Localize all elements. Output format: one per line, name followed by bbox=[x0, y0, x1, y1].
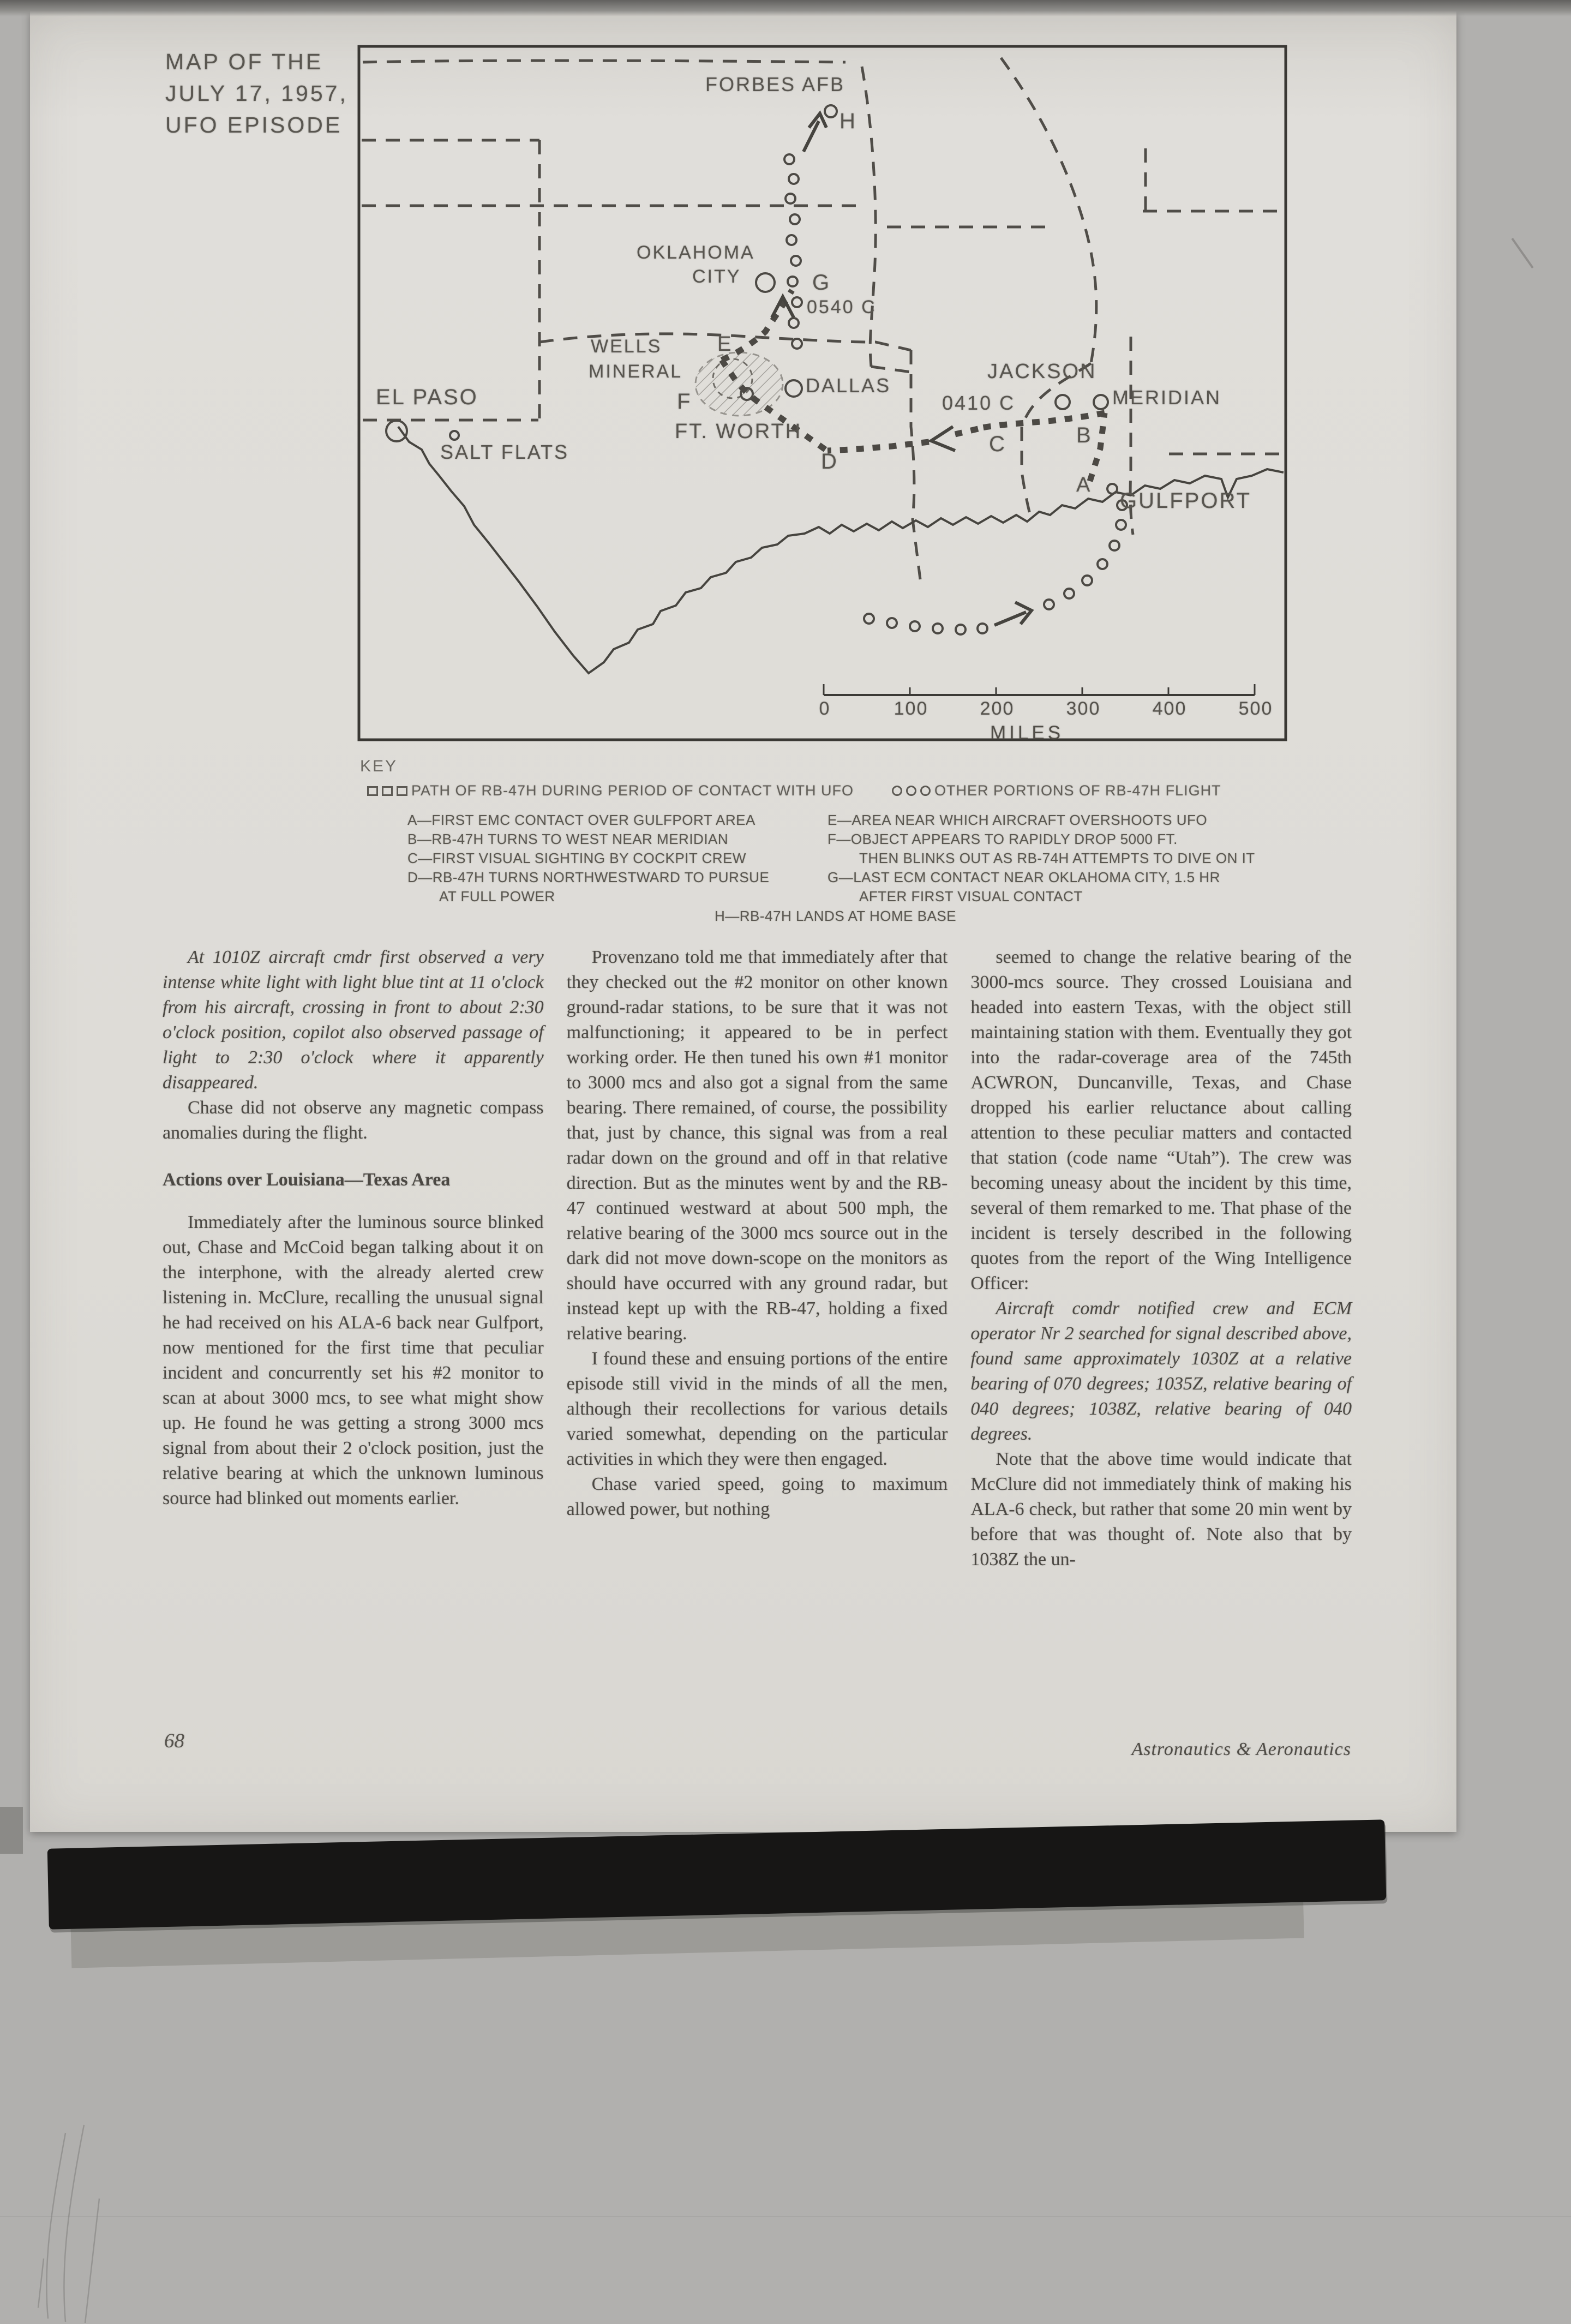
map-label-city: CITY bbox=[692, 266, 741, 287]
map-label-d: D bbox=[821, 450, 838, 474]
legend-item-a: A—FIRST EMC CONTACT OVER GULFPORT AREA bbox=[407, 812, 755, 828]
circle-path-icon bbox=[920, 786, 931, 796]
map-label-gulfport: GULFPORT bbox=[1120, 489, 1252, 513]
article-column-2 bbox=[567, 945, 948, 1572]
paragraph: At 1010Z aircraft cmdr first observed a very intense white light with light blue tint at 11 o'clock from his aircraft, crossing in front to about 2:30 o'clock position, copilot also observed passage of light to 2:30 o'clock where it apparently disappeared. bbox=[163, 947, 544, 1093]
page-number: 68 bbox=[164, 1730, 184, 1752]
map-label-c: C bbox=[989, 432, 1006, 456]
map-label-ft-worth: FT. WORTH bbox=[675, 420, 802, 443]
map-label-mineral: MINERAL bbox=[589, 361, 683, 382]
paragraph-quote: Aircraft comdr notified crew and ECM operator Nr 2 searched for signal described above, found same approximately 1030Z at a relative bearing of 070 degrees; 1035Z, relative bearing of 040 degrees; 1038Z, relative bearing of 040 degrees. bbox=[970, 1298, 1352, 1444]
map-label-c-time: 0410 C bbox=[942, 392, 1016, 414]
scale-tick: 100 bbox=[894, 698, 928, 719]
circle-path-icon bbox=[906, 786, 916, 796]
figure-title-line-1: MAP OF THE bbox=[165, 49, 323, 74]
section-heading: Actions over Louisiana—Texas Area bbox=[163, 1170, 451, 1190]
scale-tick: 400 bbox=[1152, 698, 1187, 719]
article-column-3 bbox=[970, 945, 1352, 1572]
pencil-scratches bbox=[32, 2095, 173, 2324]
map-label-salt-flats: SALT FLATS bbox=[440, 441, 569, 463]
legend-item-f: F—OBJECT APPEARS TO RAPIDLY DROP 5000 FT. bbox=[828, 831, 1178, 847]
square-path-icon bbox=[382, 786, 393, 796]
article-column-1 bbox=[163, 945, 544, 1572]
figure-title-line-3: UFO EPISODE bbox=[165, 112, 343, 137]
legend-item-d: D—RB-47H TURNS NORTHWESTWARD TO PURSUE bbox=[407, 869, 770, 885]
map-label-g-time: 0540 C bbox=[807, 297, 877, 318]
square-path-icon bbox=[397, 786, 407, 796]
map-label-forbes-afb: FORBES AFB bbox=[705, 73, 846, 95]
circle-path-icon bbox=[892, 786, 902, 796]
article-body bbox=[163, 945, 1352, 1572]
paragraph: I found these and ensuing portions of the entire episode still vivid in the minds of all the men, although their recollections for various details varied somewhat, depending on the particular activities in which they were then engaged. bbox=[566, 1349, 948, 1469]
photo-top-shadow bbox=[0, 0, 1571, 16]
map-label-oklahoma: OKLAHOMA bbox=[637, 242, 755, 263]
scale-tick: 200 bbox=[980, 698, 1015, 719]
legend-item-b: B—RB-47H TURNS TO WEST NEAR MERIDIAN bbox=[407, 831, 729, 847]
legend-item-d-cont: AT FULL POWER bbox=[439, 888, 555, 905]
scale-tick: 0 bbox=[819, 698, 831, 719]
map-label-wells: WELLS bbox=[591, 336, 662, 357]
scale-tick: 300 bbox=[1066, 698, 1101, 719]
map-label-jackson: JACKSON bbox=[987, 360, 1097, 383]
radar-coverage-area bbox=[695, 352, 783, 416]
legend-item-f-cont: THEN BLINKS OUT AS RB-74H ATTEMPTS TO DIVE ON IT bbox=[859, 850, 1255, 866]
magazine-page bbox=[30, 11, 1456, 1832]
legend-item-e: E—AREA NEAR WHICH AIRCRAFT OVERSHOOTS UFO bbox=[828, 812, 1208, 828]
map-label-el-paso: EL PASO bbox=[376, 385, 478, 409]
scratch-mark bbox=[1511, 238, 1533, 268]
scale-unit-label: MILES bbox=[990, 722, 1064, 744]
figure-title-line-2: JULY 17, 1957, bbox=[165, 81, 348, 106]
paragraph: Chase did not observe any magnetic compass anomalies during the flight. bbox=[163, 1098, 544, 1143]
legend-item-g: G—LAST ECM CONTACT NEAR OKLAHOMA CITY, 1.5 HR bbox=[828, 869, 1220, 885]
map-label-meridian: MERIDIAN bbox=[1112, 386, 1222, 409]
scan-artifact-line bbox=[0, 2216, 1571, 2217]
map-label-b: B bbox=[1076, 423, 1093, 447]
paragraph: seemed to change the relative bearing of the 3000-mcs source. They crossed Louisiana and headed into eastern Texas, with the object still maintaining station with them. Eventually they got into the radar-coverage area of the 745th ACWRON, Duncanville, Texas, and Chase dropped his earlier reluctance about calling attention to these peculiar matters and contacted that station (code name “Utah”). The crew was becoming uneasy about the incident by this time, several of them remarked to me. That phase of the incident is tersely described in the following quotes from the report of the Wing Intelligence Officer: bbox=[970, 947, 1352, 1293]
scale-tick: 500 bbox=[1238, 698, 1273, 719]
key-other-label: OTHER PORTIONS OF RB-47H FLIGHT bbox=[934, 782, 1221, 799]
square-path-icon bbox=[367, 786, 378, 796]
map-label-a: A bbox=[1076, 474, 1092, 496]
map-label-e: E bbox=[717, 333, 733, 356]
map-label-f: F bbox=[677, 390, 692, 414]
photo-edge-nub bbox=[0, 1807, 23, 1854]
legend-item-c: C—FIRST VISUAL SIGHTING BY COCKPIT CREW bbox=[407, 850, 746, 866]
flight-map bbox=[357, 45, 1287, 744]
map-label-dallas: DALLAS bbox=[806, 374, 891, 397]
legend-right-column bbox=[828, 811, 1329, 906]
paragraph: Provenzano told me that immediately after that they checked out the #2 monitor on other known ground-radar stations, to be sure that it was not malfunctioning; it appeared to be in perfect working order. He then tuned his own #1 monitor to 3000 mcs and also got a signal from the same bearing. There remained, of course, the possibility that, just by chance, this signal was from a real radar down on the ground and off in that relative direction. But as the minutes went by and the RB-47 continued westward at about 500 mph, the relative bearing of the 3000 mcs source out in the dark did not move down-scope on the monitors as should have occurred with any ground radar, but instead kept up with the RB-47, holding a fixed relative bearing. bbox=[566, 947, 948, 1344]
legend-left-column bbox=[407, 811, 828, 906]
figure-title bbox=[165, 46, 383, 141]
legend-item-g-cont: AFTER FIRST VISUAL CONTACT bbox=[859, 888, 1083, 905]
map-label-g: G bbox=[812, 271, 831, 295]
paragraph: Note that the above time would indicate that McClure did not immediately think of making his ALA-6 check, but rather that some 20 min went by before that was thought of. Note also that by 1038Z the un- bbox=[970, 1449, 1352, 1570]
key-path-label: PATH OF RB-47H DURING PERIOD OF CONTACT WITH UFO bbox=[411, 782, 854, 799]
scale-tick-labels bbox=[805, 698, 1276, 720]
map-label-h: H bbox=[840, 109, 857, 133]
map-key bbox=[367, 782, 1305, 799]
legend-item-h: H—RB-47H LANDS AT HOME BASE bbox=[715, 908, 957, 924]
paragraph: Immediately after the luminous source blinked out, Chase and McCoid began talking about it on the interphone, with the already alerted crew listening in. McClure, recalling the unusual signal he had received on his ALA-6 back near Gulfport, now mentioned for the first time that peculiar incident and concurrently set his #2 monitor to scan at about 3000 mcs, to see what might show up. He found he was getting a strong 3000 mcs signal from about their 2 o'clock position, just the relative bearing at which the unknown luminous source had blinked out moments earlier. bbox=[163, 1212, 544, 1508]
journal-footer: Astronautics & Aeronautics bbox=[1131, 1739, 1351, 1759]
paragraph: Chase varied speed, going to maximum allowed power, but nothing bbox=[566, 1474, 948, 1519]
scale-bar bbox=[824, 684, 1255, 695]
key-heading: KEY bbox=[360, 757, 398, 775]
